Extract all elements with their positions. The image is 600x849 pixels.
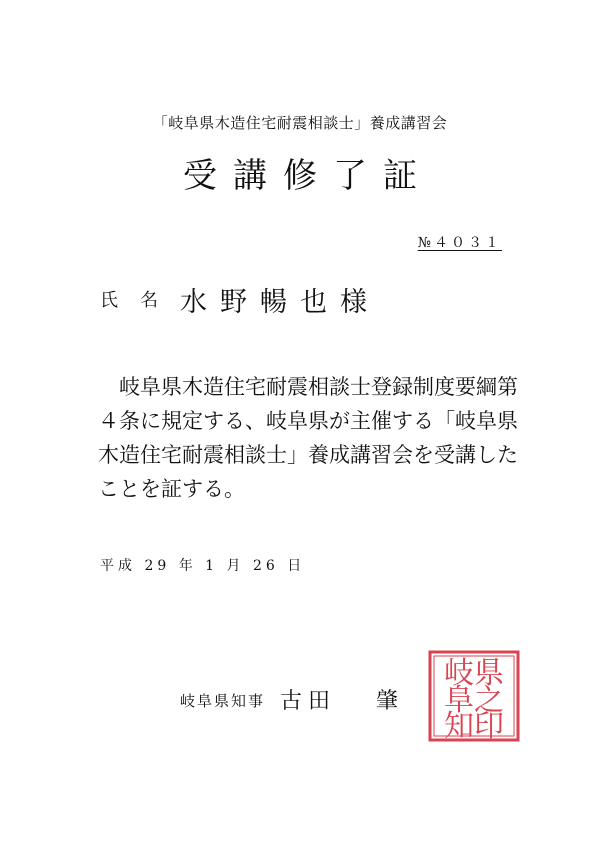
svg-text:阜: 阜: [444, 683, 474, 718]
body-paragraph: 岐阜県木造住宅耐震相談士登録制度要綱第４条に規定する、岐阜県が主催する「岐阜県木造住宅耐震相談士」養成講習会を受講したことを証する。: [98, 375, 518, 501]
svg-text:岐: 岐: [444, 656, 474, 691]
recipient-name: 水野暢也様: [180, 287, 380, 318]
issuer-name: [280, 684, 404, 715]
official-seal-icon: [428, 650, 520, 742]
svg-text:印: 印: [474, 709, 504, 742]
issue-date: 平成 29 年 1 月 26 日: [100, 558, 306, 574]
certificate-title: 受講修了証: [183, 156, 433, 196]
certificate-number: №４０３１: [417, 235, 502, 251]
issuer-title: 岐阜県知事: [180, 692, 266, 710]
issuer-surname: 古田: [280, 689, 337, 714]
certificate-subtitle: 「岐阜県木造住宅耐震相談士」養成講習会: [152, 114, 448, 132]
name-label: 氏名: [100, 290, 180, 311]
svg-text:知: 知: [444, 709, 474, 742]
svg-text:県: 県: [474, 656, 504, 691]
issuer-given-name: 肇: [376, 689, 405, 714]
certificate-body: [98, 370, 518, 506]
svg-text:之: 之: [474, 683, 504, 718]
